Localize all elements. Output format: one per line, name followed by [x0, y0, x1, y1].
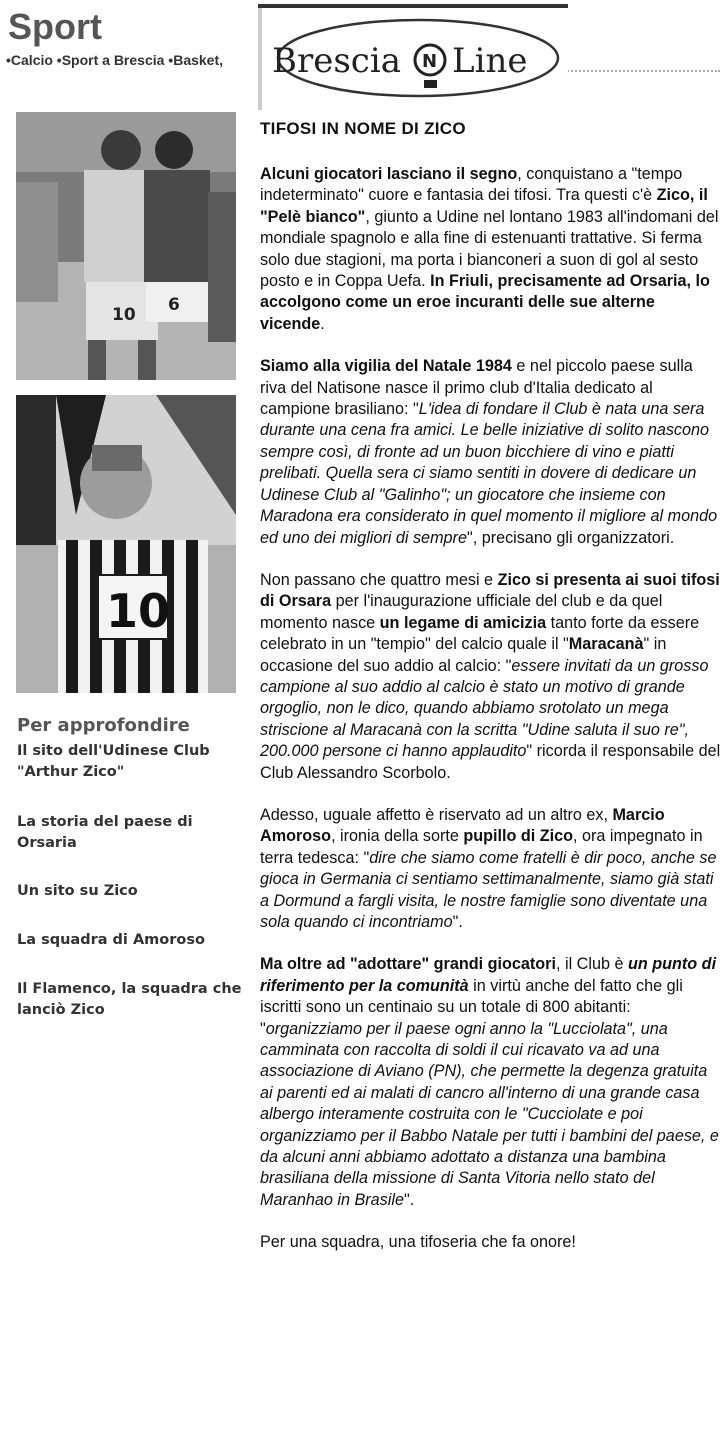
- paragraph-3: Non passano che quattro mesi e Zico si presenta ai suoi tifosi di Orsara per l'inaugurazione ufficiale del club e da quel momento nasce un legame di amicizia tanto forte da essere celebrato in un "tempio" del calcio quale il "Maracanà" in occasione del suo addio al calcio: "essere invitati da un grosso campione al suo addio al calcio è stato un motivo di grande orgoglio, non le dico, quando abbiamo srotolato un mega striscione al Maracanà con la scritta "Udine saluta il suo re", 200.000 persone ci hanno applaudito" ricorda il responsabile del Club Alessandro Scorbolo.: [260, 570, 721, 782]
- link-amoroso-team[interactable]: La squadra di Amoroso: [17, 932, 205, 948]
- link-udinese-club-zico[interactable]: Il sito dell'Udinese Club "Arthur Zico": [17, 743, 210, 780]
- section-title: Sport: [8, 6, 102, 47]
- logo-text-line: Line: [452, 41, 528, 81]
- link-orsaria-history[interactable]: La storia del paese di Orsaria: [17, 814, 193, 851]
- article: [260, 118, 722, 1275]
- article-title: TIFOSI IN NOME DI ZICO: [260, 119, 466, 138]
- paragraph-4: Adesso, uguale affetto è riservato ad un altro ex, Marcio Amoroso, ironia della sorte pupillo di Zico, ora impegnato in terra tedesca: "dire che siamo come fratelli è dir poco, anche se gioca in Germania ci sentiamo settimanalmente, siamo già stati a Dormund a fargli visita, le nostre famiglie sono diventate una sola quando ci incontriamo".: [260, 805, 717, 931]
- paragraph-2: Siamo alla vigilia del Natale 1984 e nel piccolo paese sulla riva del Natisone nasce il primo club d'Italia dedicato al campione brasiliano: "L'idea di fondare il Club è nata una sera durante una cena fra amici. Le belle iniziative di solito nascono sempre così, di fronte ad un buon bicchiere di vino e piatti prelibati. Quella sera ci siamo sentiti in dovere di dedicare un Udinese Club al "Galinho"; un giocatore che insieme con Maradona era considerato in quel momento il migliore al mondo ed uno dei migliori di sempre", precisano gli organizzatori.: [260, 357, 718, 547]
- link-zico-site[interactable]: Un sito su Zico: [17, 883, 138, 899]
- striped-jersey: [58, 540, 208, 693]
- paragraph-5: Ma oltre ad "adottare" grandi giocatori, il Club è un punto di riferimento per la comunità in virtù anche del fatto che gli iscritti sono un centinaio su un totale di 800 abitanti: "organizziamo per il paese ogni anno la "Lucciolata", una camminata con raccolta di soldi il cui ricavato va ad una associazione di Aviano (PN), che permette la degenza gratuita ai parenti ed ai malati di cancro all'interno di una grande casa albergo interamente costruita con le "Cucciolate e poi organizziamo per il Babbo Natale per tutti i bambini del paese, e da alcuni anni abbiamo adottato a distanza una bambina brasiliana della missione di Santa Vitoria nello stato del Maranhao in Brasile".: [260, 955, 719, 1209]
- link-flamengo[interactable]: Il Flamenco, la squadra che lanciò Zico: [17, 981, 242, 1018]
- photo2-number: 10: [106, 584, 171, 638]
- photo1-number-right: 6: [168, 295, 180, 315]
- site-logo[interactable]: [258, 4, 568, 110]
- photo1-number-left: 10: [112, 305, 136, 325]
- zico-jersey-photo: [16, 395, 236, 693]
- closing-line: Per una squadra, una tifoseria che fa onore!: [260, 1233, 576, 1252]
- paragraph-1: Alcuni giocatori lasciano il segno, conquistano a "tempo indeterminato" cuore e fantasia dei tifosi. Tra questi c'è Zico, il "Pelè bianco", giunto a Udine nel lontano 1983 all'indomani del mondiale spagnolo e alla fine di estenuanti trattative. Si ferma solo due stagioni, ma porta i bianconeri a suon di gol al sesto posto e in Coppa Uefa. In Friuli, precisamente ad Orsaria, lo accolgono come un eroe incuranti delle sue alterne vicende.: [260, 165, 719, 333]
- section-nav[interactable]: •Calcio •Sport a Brescia •Basket,: [6, 52, 224, 68]
- zico-match-photo: [16, 112, 236, 380]
- page-header: [0, 0, 726, 110]
- further-reading-heading: Per approfondire: [17, 715, 190, 736]
- logo-badge-letter: N: [422, 51, 438, 72]
- header-divider: [560, 70, 720, 72]
- logo-graphic: [258, 8, 568, 114]
- logo-text-brescia: Brescia: [272, 41, 401, 81]
- sidebar: [0, 110, 248, 1440]
